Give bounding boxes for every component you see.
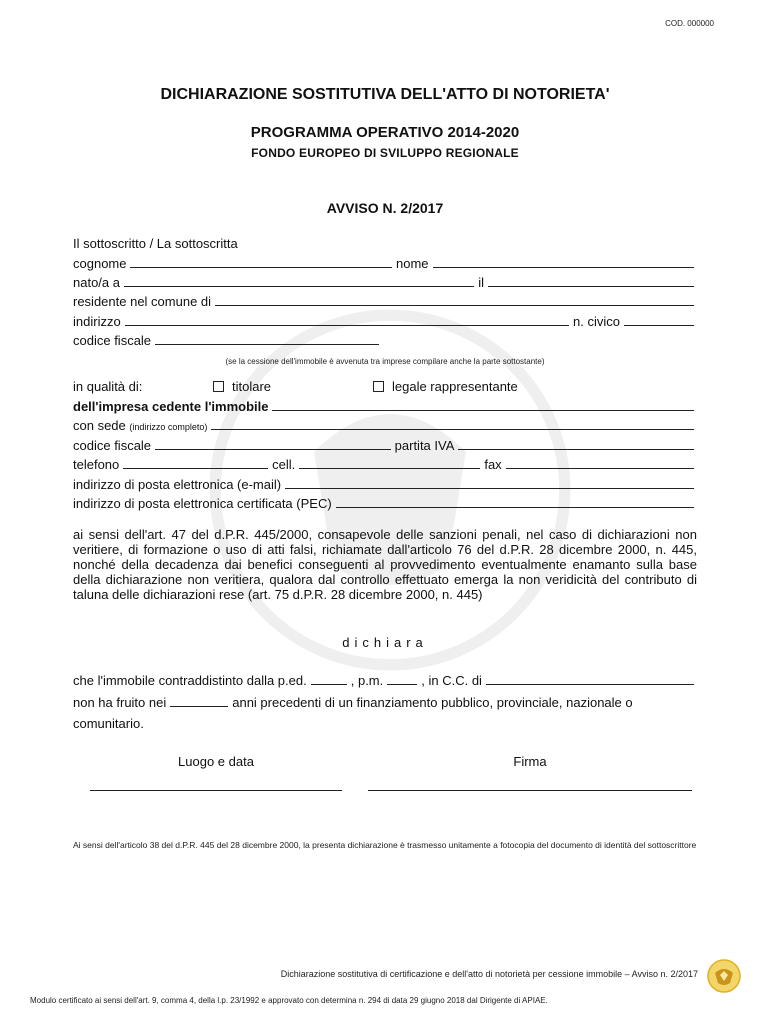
company-note: (se la cessione dell'immobile è avvenuta tra imprese compilare anche la parte sottostante) <box>225 357 545 366</box>
pec-label: indirizzo di posta elettronica certificata (PEC) <box>73 496 332 511</box>
comunitario-text: comunitario. <box>73 716 144 731</box>
residente-label: residente nel comune di <box>73 294 212 309</box>
anni-field[interactable] <box>170 695 228 707</box>
titolare-label: titolare <box>232 379 272 394</box>
cell-label: cell. <box>272 457 296 472</box>
nome-field[interactable] <box>433 256 695 268</box>
partita-iva-label: partita IVA <box>394 438 455 453</box>
il-label: il <box>478 275 484 290</box>
program-title: PROGRAMMA OPERATIVO 2014-2020 <box>250 124 520 141</box>
document-title: DICHIARAZIONE SOSTITUTIVA DELL'ATTO DI NOTORIETA' <box>160 86 610 103</box>
cognome-row <box>73 256 698 271</box>
sede-label: con sede <box>73 418 126 433</box>
immobile-label: che l'immobile contraddistinto dalla p.ed. <box>73 673 307 688</box>
impresa-label: dell'impresa cedente l'immobile <box>73 399 269 414</box>
pec-row <box>73 496 698 511</box>
cc-field[interactable] <box>486 673 694 685</box>
telefono-label: telefono <box>73 457 120 472</box>
telefono-field[interactable] <box>123 457 268 469</box>
cognome-label: cognome <box>73 256 127 271</box>
eagle-emblem-icon <box>707 959 741 993</box>
pm-label: , p.m. <box>350 673 384 688</box>
impresa-field[interactable] <box>272 399 694 411</box>
qualita-row <box>73 379 698 394</box>
cc-label: , in C.C. di <box>421 673 482 688</box>
footer-document: Dichiarazione sostitutiva di certificazione e dell'atto di notorietà per cessione immobile – Avviso n. 2/2017 <box>280 969 698 979</box>
legale-label: legale rappresentante <box>392 379 518 394</box>
indirizzo-field[interactable] <box>125 314 569 326</box>
document-code: COD. 000000 <box>665 19 714 28</box>
luogo-data-label: Luogo e data <box>178 754 254 769</box>
footer-note: Ai sensi dell'articolo 38 del d.P.R. 445 del 28 dicembre 2000, la presenta dichiarazione è trasmesso unitamente a fotocopia del documento di identità del sottoscrittore <box>73 840 697 850</box>
fax-field[interactable] <box>506 457 694 469</box>
anni-row <box>73 695 698 710</box>
email-label: indirizzo di posta elettronica (e-mail) <box>73 477 282 492</box>
fund-title: FONDO EUROPEO DI SVILUPPO REGIONALE <box>251 146 519 160</box>
cognome-field[interactable] <box>130 256 392 268</box>
ped-field[interactable] <box>311 673 347 685</box>
pm-field[interactable] <box>387 673 417 685</box>
notice-title: AVVISO N. 2/2017 <box>326 200 444 216</box>
codice-fiscale2-field[interactable] <box>155 438 391 450</box>
contact-row <box>73 457 698 472</box>
intro-line <box>73 236 698 251</box>
cell-field[interactable] <box>299 457 480 469</box>
firma-field[interactable] <box>368 789 692 791</box>
codice-fiscale2-label: codice fiscale <box>73 438 152 453</box>
email-field[interactable] <box>285 477 694 489</box>
sede-field[interactable] <box>211 418 694 430</box>
codice-fiscale-row <box>73 333 383 348</box>
sede-row <box>73 418 698 433</box>
legale-option[interactable] <box>373 379 518 394</box>
checkbox-icon[interactable] <box>213 381 224 392</box>
sede-note: (indirizzo completo) <box>129 422 208 432</box>
indirizzo-row <box>73 314 698 329</box>
dichiara-heading: dichiara <box>342 635 428 650</box>
residente-field[interactable] <box>215 294 694 306</box>
pec-field[interactable] <box>336 496 694 508</box>
partita-iva-field[interactable] <box>458 438 694 450</box>
anni-text: anni precedenti di un finanziamento pubblico, provinciale, nazionale o <box>232 695 633 710</box>
intro-label: Il sottoscritto / La sottoscritta <box>73 236 238 251</box>
civico-label: n. civico <box>573 314 620 329</box>
qualita-label: in qualità di: <box>73 379 143 394</box>
impresa-row <box>73 399 698 414</box>
il-field[interactable] <box>488 275 694 287</box>
nato-row <box>73 275 698 290</box>
checkbox-icon[interactable] <box>373 381 384 392</box>
firma-label: Firma <box>513 754 547 769</box>
nato-label: nato/a a <box>73 275 120 290</box>
footer-model: Modulo certificato ai sensi dell'art. 9, comma 4, della l.p. 23/1992 e approvato con determina n. 294 di data 29 giugno 2018 dal Dirigente di APIAE. <box>30 996 548 1005</box>
codice-fiscale-label: codice fiscale <box>73 333 152 348</box>
anni-label: non ha fruito nei <box>73 695 167 710</box>
fax-label: fax <box>484 457 502 472</box>
immobile-row <box>73 673 698 688</box>
codice-piva-row <box>73 438 698 453</box>
indirizzo-label: indirizzo <box>73 314 121 329</box>
titolare-option[interactable] <box>213 379 373 394</box>
nome-label: nome <box>395 256 429 271</box>
nato-field[interactable] <box>124 275 474 287</box>
residente-row <box>73 294 698 309</box>
email-row <box>73 477 698 492</box>
codice-fiscale-field[interactable] <box>155 333 379 345</box>
comunitario-row <box>73 716 698 731</box>
legal-paragraph: ai sensi dell'art. 47 del d.P.R. 445/2000, consapevole delle sanzioni penali, nel caso di dichiarazioni non veritiere, di formazione o uso di atti falsi, richiamate dall'articolo 76 del d.P.R. 28 dicembre 2000, n. 445, nonché della decadenza dai benefici conseguenti al provvedimento eventualmente enamanto sulla base della dichiarazione non veritiera, qualora dal controllo effettuato emerga la non veridicità del contributo di taluna delle dichiarazioni rese (art. 75 d.P.R. 28 dicembre 2000, n. 445) <box>73 527 697 602</box>
civico-field[interactable] <box>624 314 694 326</box>
luogo-data-field[interactable] <box>90 789 342 791</box>
